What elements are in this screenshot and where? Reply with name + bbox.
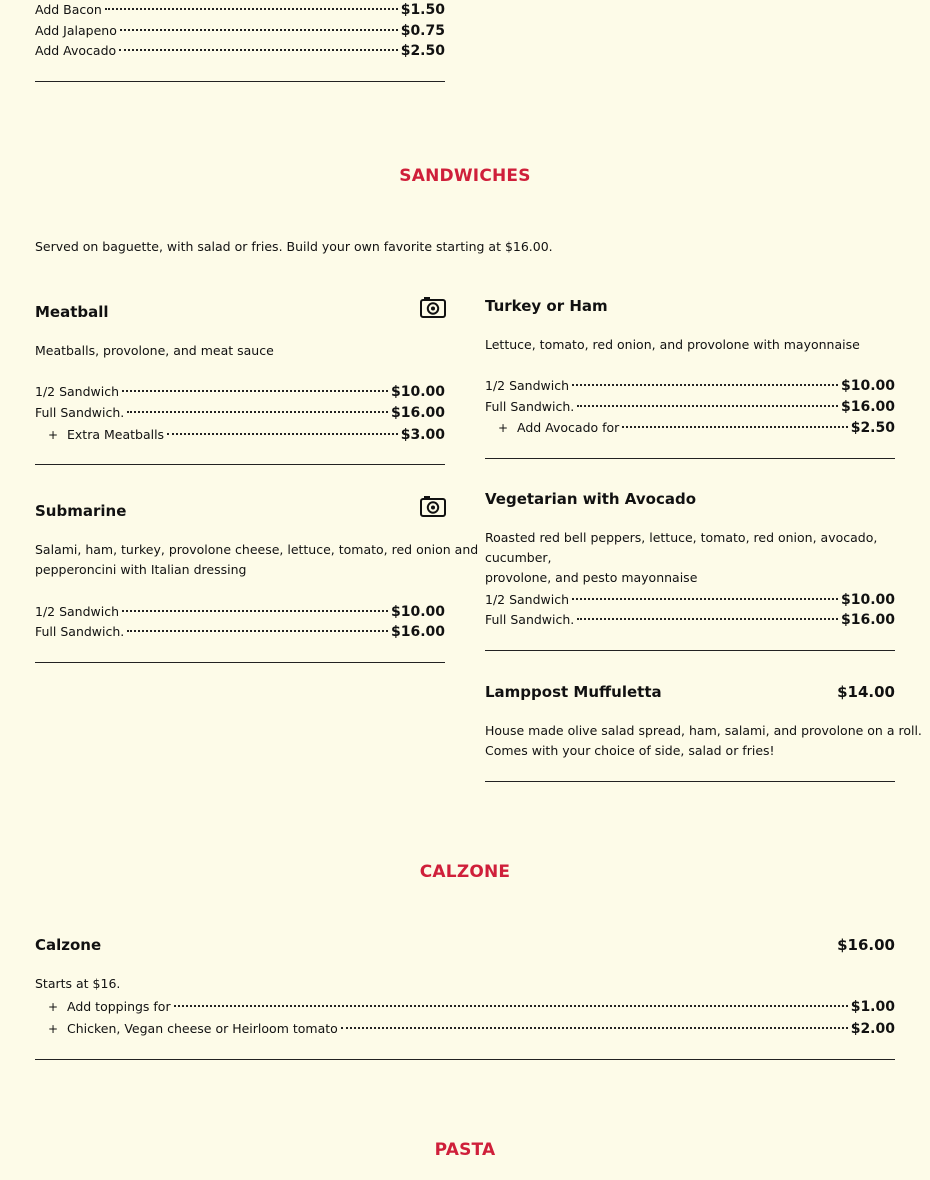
row-price: $2.50 bbox=[850, 420, 895, 436]
dot-leader bbox=[122, 610, 388, 612]
divider bbox=[35, 1059, 895, 1060]
section-title-calzone: CALZONE bbox=[419, 862, 511, 882]
dot-leader bbox=[120, 29, 398, 31]
row-price: $1.00 bbox=[850, 999, 895, 1015]
plus-icon: + bbox=[498, 421, 509, 435]
item-price-muffuletta: $14.00 bbox=[837, 683, 895, 701]
price-row bbox=[35, 403, 445, 423]
desc-line: provolone, and pesto mayonnaise bbox=[485, 570, 698, 585]
dot-leader bbox=[577, 405, 838, 407]
price-row bbox=[485, 610, 895, 630]
row-price: $10.00 bbox=[840, 378, 895, 394]
price-row bbox=[35, 382, 445, 402]
divider bbox=[485, 650, 895, 651]
sandwiches-intro: Served on baguette, with salad or fries. Build your own favorite starting at $16.00. bbox=[35, 239, 553, 254]
item-title-meatball: Meatball bbox=[35, 303, 109, 321]
dot-leader bbox=[105, 8, 398, 10]
item-desc-turkey-or-ham: Lettuce, tomato, red onion, and provolone with mayonnaise bbox=[485, 337, 860, 352]
row-price: $10.00 bbox=[390, 384, 445, 400]
row-label: 1/2 Sandwich bbox=[485, 378, 570, 393]
item-price-calzone: $16.00 bbox=[837, 936, 895, 954]
addon-price: $0.75 bbox=[400, 23, 445, 39]
item-title-vegetarian: Vegetarian with Avocado bbox=[485, 490, 697, 508]
item-title-submarine: Submarine bbox=[35, 502, 127, 520]
row-label: Full Sandwich. bbox=[485, 399, 575, 414]
row-label: Full Sandwich. bbox=[485, 612, 575, 627]
desc-line: Roasted red bell peppers, lettuce, tomato, red onion, avocado, cucumber, bbox=[485, 530, 878, 565]
dot-leader bbox=[572, 598, 838, 600]
item-desc-calzone: Starts at $16. bbox=[35, 976, 121, 991]
row-label: Extra Meatballs bbox=[67, 427, 165, 442]
dot-leader bbox=[127, 630, 388, 632]
row-label: Full Sandwich. bbox=[35, 624, 125, 639]
dot-leader bbox=[122, 390, 388, 392]
section-title-sandwiches: SANDWICHES bbox=[399, 166, 531, 186]
price-row-extra bbox=[35, 1019, 895, 1039]
divider bbox=[35, 81, 445, 82]
row-label: Chicken, Vegan cheese or Heirloom tomato bbox=[67, 1021, 338, 1036]
dot-leader bbox=[572, 384, 838, 386]
price-row bbox=[485, 590, 895, 610]
desc-line: House made olive salad spread, ham, salami, and provolone on a roll. bbox=[485, 723, 922, 738]
price-row-extra bbox=[485, 418, 895, 438]
addon-row bbox=[35, 41, 445, 61]
desc-line: Salami, ham, turkey, provolone cheese, lettuce, tomato, red onion and bbox=[35, 542, 479, 557]
item-title-calzone: Calzone bbox=[35, 936, 102, 954]
divider bbox=[35, 464, 445, 465]
divider bbox=[35, 662, 445, 663]
row-price: $16.00 bbox=[390, 624, 445, 640]
divider bbox=[485, 458, 895, 459]
divider bbox=[485, 781, 895, 782]
dot-leader bbox=[167, 433, 398, 435]
dot-leader bbox=[174, 1005, 848, 1007]
price-row bbox=[485, 376, 895, 396]
section-title-pasta: PASTA bbox=[434, 1140, 496, 1160]
addon-row bbox=[35, 21, 445, 41]
dot-leader bbox=[127, 411, 388, 413]
row-label: Add Avocado for bbox=[517, 420, 620, 435]
price-row bbox=[35, 622, 445, 642]
row-price: $2.00 bbox=[850, 1021, 895, 1037]
desc-line: pepperoncini with Italian dressing bbox=[35, 562, 247, 577]
dot-leader bbox=[577, 618, 838, 620]
row-price: $10.00 bbox=[840, 592, 895, 608]
row-label: 1/2 Sandwich bbox=[485, 592, 570, 607]
desc-line: Comes with your choice of side, salad or fries! bbox=[485, 743, 775, 758]
row-price: $16.00 bbox=[840, 612, 895, 628]
plus-icon: + bbox=[48, 1022, 59, 1036]
item-desc-vegetarian bbox=[485, 528, 930, 588]
item-title-turkey-or-ham: Turkey or Ham bbox=[485, 297, 608, 315]
dot-leader bbox=[119, 49, 398, 51]
row-price: $16.00 bbox=[390, 405, 445, 421]
row-price: $3.00 bbox=[400, 427, 445, 443]
item-desc-meatball: Meatballs, provolone, and meat sauce bbox=[35, 343, 274, 358]
plus-icon: + bbox=[48, 1000, 59, 1014]
addon-label: Add Jalapeno bbox=[35, 23, 117, 38]
price-row bbox=[35, 602, 445, 622]
addon-label: Add Bacon bbox=[35, 2, 102, 17]
price-row-extra bbox=[35, 425, 445, 445]
addon-price: $2.50 bbox=[400, 43, 445, 59]
camera-icon[interactable] bbox=[420, 296, 446, 318]
price-row-extra bbox=[35, 997, 895, 1017]
dot-leader bbox=[341, 1027, 848, 1029]
row-label: 1/2 Sandwich bbox=[35, 384, 120, 399]
price-row bbox=[485, 397, 895, 417]
row-price: $10.00 bbox=[390, 604, 445, 620]
row-label: 1/2 Sandwich bbox=[35, 604, 120, 619]
row-label: Full Sandwich. bbox=[35, 405, 125, 420]
item-desc-submarine bbox=[35, 540, 478, 580]
addon-row bbox=[35, 0, 445, 20]
addon-label: Add Avocado bbox=[35, 43, 117, 58]
item-desc-muffuletta bbox=[485, 721, 922, 761]
row-price: $16.00 bbox=[840, 399, 895, 415]
dot-leader bbox=[622, 426, 847, 428]
addon-price: $1.50 bbox=[400, 2, 445, 18]
camera-icon[interactable] bbox=[420, 495, 446, 517]
row-label: Add toppings for bbox=[67, 999, 171, 1014]
item-title-muffuletta: Lamppost Muffuletta bbox=[485, 683, 662, 701]
plus-icon: + bbox=[48, 428, 59, 442]
